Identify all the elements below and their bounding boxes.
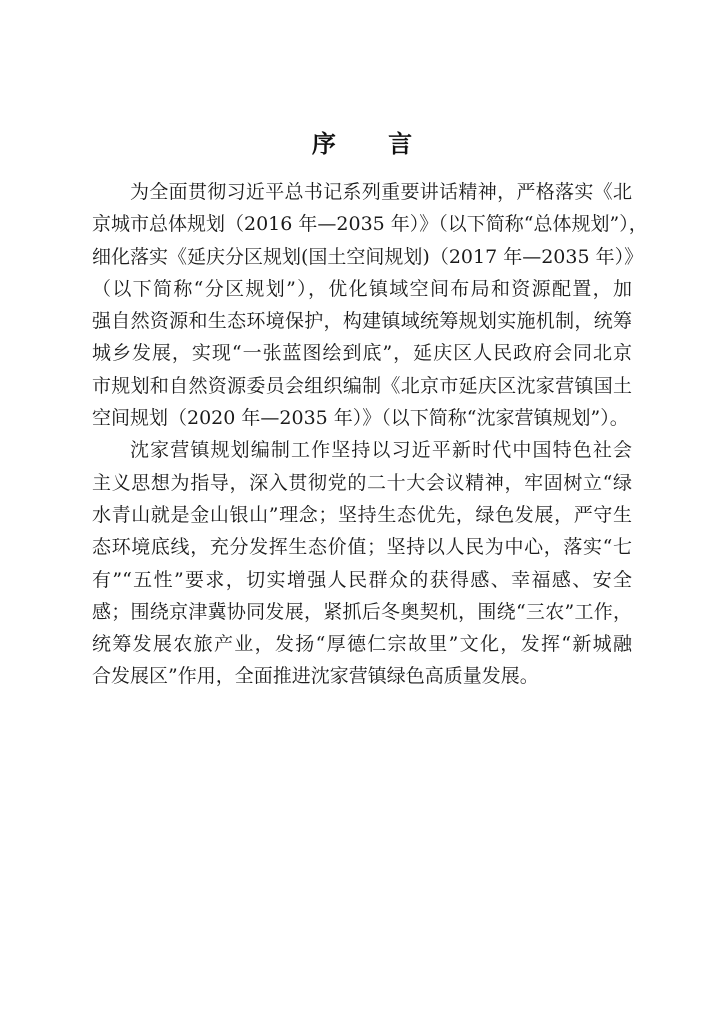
text-line: 空间规划（2020 年—2035 年）》（以下简称“沈家营镇规划”）。 — [92, 407, 629, 430]
text-line: 统筹发展农旅产业，发扬“厚德仁宗故里”文化，发挥“新城融 — [92, 633, 632, 656]
text-line: 水青山就是金山银山”理念；坚持生态优先，绿色发展，严守生 — [92, 503, 632, 526]
text-line: 合发展区”作用，全面推进沈家营镇绿色高质量发展。 — [92, 665, 539, 688]
page-title: 序 言 — [311, 130, 435, 158]
paragraph-1 — [92, 176, 648, 434]
text-line: 有”“五性”要求，切实增强人民群众的获得感、幸福感、安全 — [92, 568, 632, 591]
text-line: 为全面贯彻习近平总书记系列重要讲话精神，严格落实《北 — [130, 181, 632, 203]
text-line: 城乡发展，实现“一张蓝图绘到底”，延庆区人民政府会同北京 — [92, 342, 632, 365]
text-line: 市规划和自然资源委员会组织编制《北京市延庆区沈家营镇国土 — [92, 374, 632, 397]
paragraph-2 — [92, 434, 632, 692]
text-line: 沈家营镇规划编制工作坚持以习近平新时代中国特色社会 — [130, 439, 632, 462]
text-line: （以下简称“分区规划”），优化镇域空间布局和资源配置，加 — [92, 277, 632, 300]
preface-body — [92, 176, 648, 693]
text-line: 细化落实《延庆分区规划(国土空间规划)（2017 年—2035 年）》 — [92, 245, 644, 268]
text-line: 主义思想为指导，深入贯彻党的二十大会议精神，牢固树立“绿 — [92, 471, 632, 494]
text-line: 态环境底线，充分发挥生态价值；坚持以人民为中心，落实“七 — [92, 536, 632, 559]
text-line: 强自然资源和生态环境保护，构建镇域统筹规划实施机制，统筹 — [92, 310, 632, 333]
text-line: 京城市总体规划（2016 年—2035 年）》（以下简称“总体规划”）， — [92, 213, 648, 236]
text-line: 感；围绕京津冀协同发展，紧抓后冬奥契机，围绕“三农”工作， — [92, 600, 632, 623]
